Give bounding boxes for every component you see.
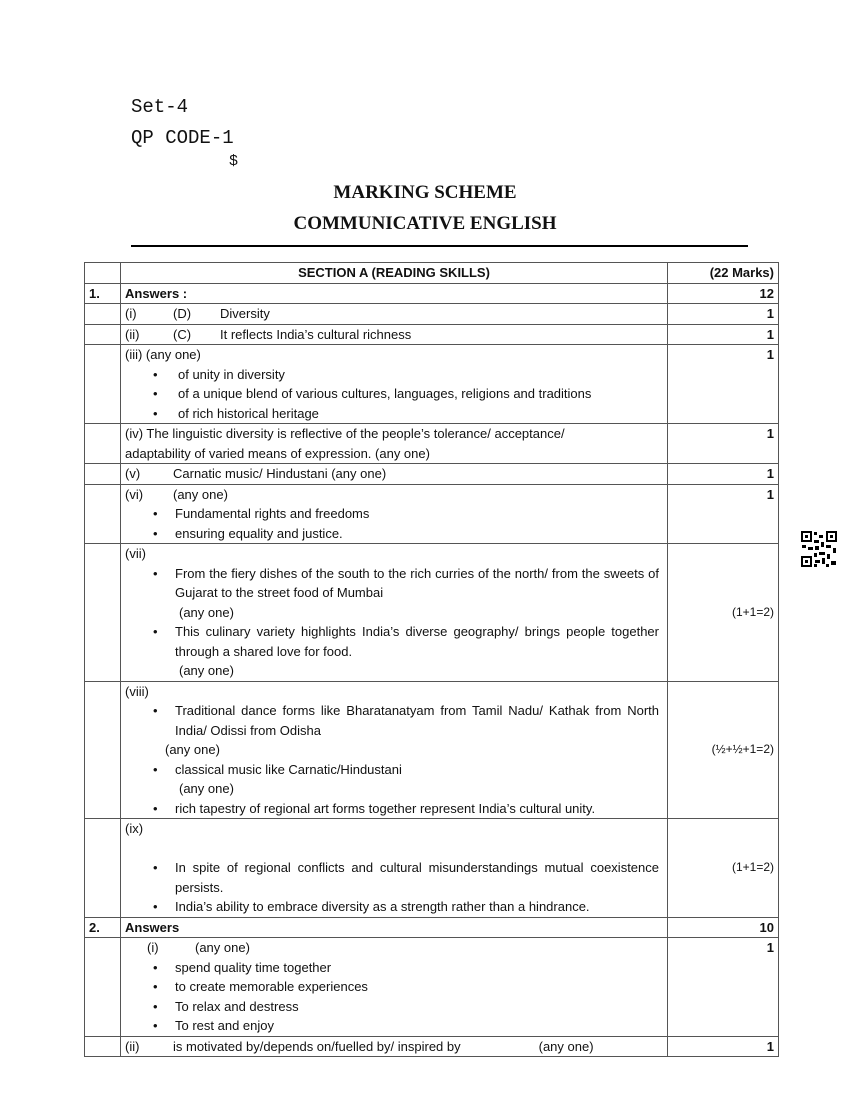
list-item: • of a unique blend of various cultures, languages, religions and traditions [125,384,663,404]
answer-marks: 1 [668,424,779,464]
answer-vii: (vii) • From the fiery dishes of the south to the rich curries of the north/ from the sweets of Gujarat to the street food of Mumbai (any one) • This culinary variety highlights India’s diverse geography/ brings people together through a shared love for food. (any one) [121,544,668,682]
answer-viii: (viii) • Traditional dance forms like Bharatanatyam from Tamil Nadu/ Kathak from North India/ Odissi from Odisha (any one) • classical music like Carnatic/Hindustani (any one) • rich tapestry of regional art forms together represent India’s cultural unity. [121,681,668,819]
answer-i: (i) (D) Diversity [121,304,668,325]
qr-code-icon [800,530,838,568]
answer-iii: (iii) (any one) • of unity in diversity • of a unique blend of various cultures, languages, religions and traditions • of rich historical heritage [121,345,668,424]
question-number: 1. [85,283,121,304]
answer-q2-ii: (ii) is motivated by/depends on/fuelled by/ inspired by (any one) [121,1036,668,1057]
list-item: • From the fiery dishes of the south to the rich curries of the north/ from the sweets of Gujarat to the street food of Mumbai [125,564,663,603]
list-item: • rich tapestry of regional art forms together represent India’s cultural unity. [125,799,663,819]
answers-label: Answers : [121,283,668,304]
table-row [85,464,779,485]
table-row [85,345,779,424]
question-marks: 10 [668,917,779,938]
answer-marks: 1 [668,464,779,485]
set-label: Set-4 [131,96,189,118]
table-row [85,424,779,464]
answer-marks: 1 [668,324,779,345]
answer-marks: (½+½+1=2) [668,681,779,819]
list-item: • Traditional dance forms like Bharatanatyam from Tamil Nadu/ Kathak from North India/ Odissi from Odisha [125,701,663,740]
table-row [85,544,779,682]
table-row [85,819,779,918]
marking-scheme-table [84,262,779,1057]
answer-vi: (vi) (any one) • Fundamental rights and freedoms • ensuring equality and justice. [121,484,668,544]
list-item: • India’s ability to embrace diversity as a strength rather than a hindrance. [125,897,663,917]
table-row [85,917,779,938]
subject-title: COMMUNICATIVE ENGLISH [293,213,557,234]
list-item: • To rest and enjoy [125,1016,663,1036]
answer-ix: (ix) • In spite of regional conflicts and cultural misunderstandings mutual coexistence persists. • India’s ability to embrace diversity as a strength rather than a hindrance. [121,819,668,918]
section-heading: SECTION A (READING SKILLS) [121,263,668,284]
question-marks: 12 [668,283,779,304]
answer-marks: 1 [668,1036,779,1057]
list-item: • In spite of regional conflicts and cultural misunderstandings mutual coexistence persists. [125,858,663,897]
table-row [85,324,779,345]
document-title: MARKING SCHEME [333,182,517,203]
table-row [85,484,779,544]
table-row [85,283,779,304]
list-item: • ensuring equality and justice. [125,524,663,544]
answer-q2-i: (i) (any one) • spend quality time together • to create memorable experiences • To relax and destress • To rest and enjoy [121,938,668,1037]
answer-marks: 1 [668,938,779,1037]
table-row [85,263,779,284]
answer-v: (v) Carnatic music/ Hindustani (any one) [121,464,668,485]
table-row [85,304,779,325]
answer-marks: 1 [668,484,779,544]
table-row [85,681,779,819]
list-item: • classical music like Carnatic/Hindustani [125,760,663,780]
list-item: • of unity in diversity [125,365,663,385]
qp-code: QP CODE-1 [131,127,234,149]
answer-marks: (1+1=2) [668,544,779,682]
list-item: • To relax and destress [125,997,663,1017]
answer-marks: (1+1=2) [668,819,779,918]
title-divider [131,245,748,247]
answer-marks: 1 [668,304,779,325]
question-number: 2. [85,917,121,938]
answer-marks: 1 [668,345,779,424]
list-item: • spend quality time together [125,958,663,978]
table-row [85,938,779,1037]
symbol-mark: $ [229,153,239,170]
list-item: • Fundamental rights and freedoms [125,504,663,524]
answer-iv: (iv) The linguistic diversity is reflective of the people’s tolerance/ acceptance/ adaptability of varied means of expression. (any one) [121,424,668,464]
list-item: • This culinary variety highlights India’s diverse geography/ brings people together through a shared love for food. [125,622,663,661]
table-row [85,1036,779,1057]
answer-ii: (ii) (C) It reflects India’s cultural richness [121,324,668,345]
list-item: • to create memorable experiences [125,977,663,997]
list-item: • of rich historical heritage [125,404,663,424]
section-marks: (22 Marks) [668,263,779,284]
answers-label: Answers [121,917,668,938]
